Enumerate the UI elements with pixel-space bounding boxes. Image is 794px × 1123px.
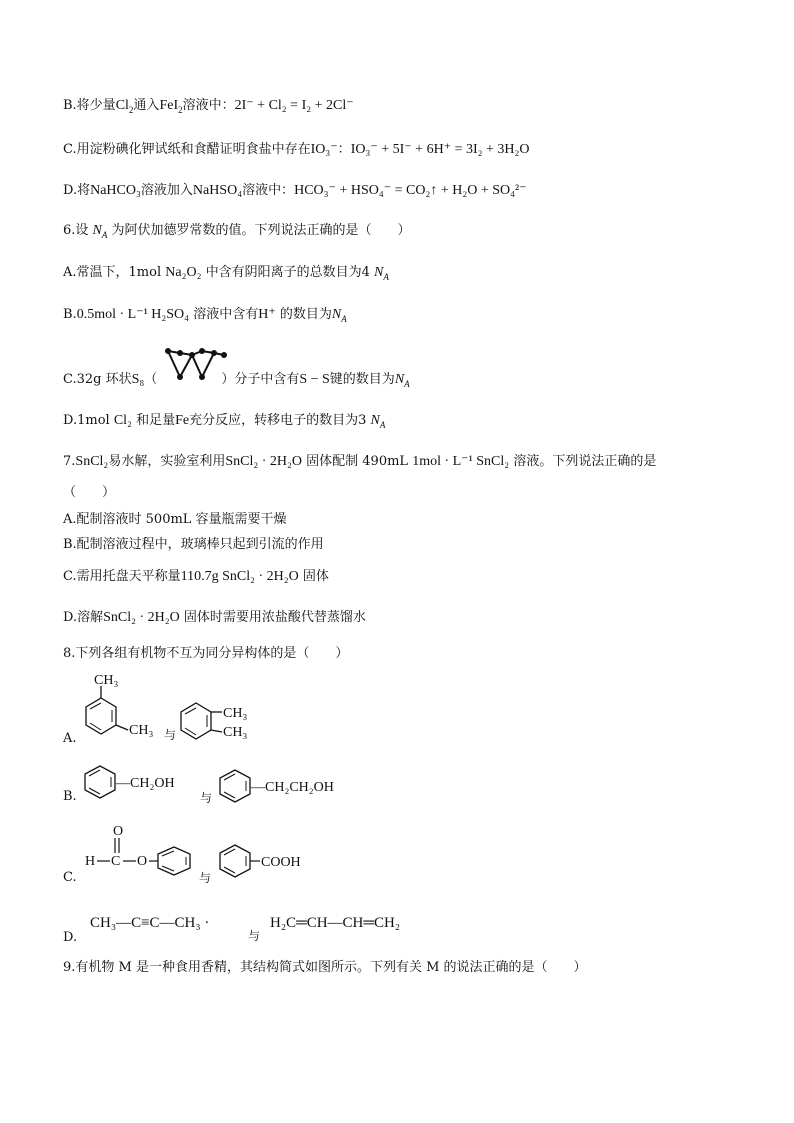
option-6c: C.32g 环状S₈（ ）分子中含有S − S键的数目为$N_A$: [63, 372, 410, 389]
svg-text:—CH₂OH: —CH₂OH: [116, 776, 175, 791]
option-8a-structures: [76, 670, 276, 750]
svg-text:CH₃: CH₃: [94, 673, 119, 688]
option-8b-label: B.: [63, 789, 77, 804]
option-7b: B.配制溶液过程中，玻璃棒只起到引流的作用: [63, 537, 324, 552]
option-8a-label: A.: [63, 731, 77, 746]
option-8d-label: D.: [63, 930, 78, 945]
svg-text:CH₃: CH₃: [129, 723, 154, 738]
question-8-stem: 8.下列各组有机物不互为同分异构体的是（ ）: [63, 646, 349, 661]
option-8b-structures: [82, 760, 382, 810]
option-5b: B.将少量$Cl_2$通入FeI$_2$溶液中：2I⁻ + Cl₂ = I₂ + 2Cl⁻: [63, 98, 354, 115]
svg-text:与: 与: [200, 791, 213, 805]
option-8d-left: CH₃—C≡C—CH₃ ·: [90, 915, 210, 931]
equation: IO₃⁻ + 5I⁻ + 6H⁺ = 3I₂ + 3H₂O: [350, 142, 530, 157]
s8-ring-structure: [162, 343, 232, 385]
question-7-stem: 7.SnCl₂易水解，实验室利用SnCl₂ · 2H₂O 固体配制 490mL 1mol · L⁻¹ SnCl₂ 溶液。下列说法正确的是: [63, 454, 657, 469]
option-5d: D.将NaHCO₃溶液加入NaHSO₄溶液中：HCO₃⁻ + HSO₄⁻ = CO₂↑ + H₂O + SO₄²⁻: [63, 183, 527, 198]
svg-text:—CH₂CH₂OH: —CH₂CH₂OH: [251, 780, 334, 795]
svg-text:COOH: COOH: [261, 855, 301, 870]
question-6-stem: 6.设 $N_A$ 为阿伏加德罗常数的值。下列说法正确的是（ ）: [63, 223, 411, 240]
option-7a: A.配制溶液时 500mL 容量瓶需要干燥: [63, 512, 287, 527]
svg-text:C: C: [111, 854, 121, 869]
option-8d-yu: 与: [248, 929, 261, 943]
option-8c-label: C.: [63, 870, 77, 885]
option-7d: D.溶解SnCl₂ · 2H₂O 固体时需要用浓盐酸代替蒸馏水: [63, 610, 366, 625]
svg-text:CH₃: CH₃: [223, 725, 248, 740]
option-6d: D.1mol Cl₂ 和足量Fe充分反应，转移电子的数目为3 $N_A$: [63, 413, 386, 430]
svg-text:与: 与: [199, 871, 212, 885]
equation: 2I⁻ + Cl₂ = I₂ + 2Cl⁻: [234, 98, 354, 113]
option-6b: B.0.5mol · L⁻¹ H₂SO₄ 溶液中含有H⁺ 的数目为$N_A$: [63, 307, 347, 324]
equation: HCO₃⁻ + HSO₄⁻ = CO₂↑ + H₂O + SO₄²⁻: [294, 183, 527, 198]
question-9-stem: 9.有机物 M 是一种食用香精，其结构简式如图所示。下列有关 M 的说法正确的是（ ）: [63, 960, 587, 975]
option-8d-right: H₂C═CH—CH═CH₂: [270, 915, 401, 931]
svg-text:CH₃: CH₃: [223, 706, 248, 721]
svg-text:H: H: [85, 854, 96, 869]
question-7-paren: （ ）: [63, 485, 116, 500]
option-5c: C.用淀粉碘化钾试纸和食醋证明食盐中存在IO₃⁻：IO₃⁻ + 5I⁻ + 6H⁺ = 3I₂ + 3H₂O: [63, 142, 530, 157]
svg-text:O: O: [113, 824, 124, 839]
option-7c: C.需用托盘天平称量110.7g SnCl₂ · 2H₂O 固体: [63, 569, 329, 584]
option-6a: A.常温下，1mol Na₂O₂ 中含有阴阳离子的总数目为4 $N_A$: [63, 265, 389, 282]
svg-text:与: 与: [164, 728, 177, 742]
svg-text:O: O: [137, 854, 148, 869]
option-8c-structures: [82, 820, 342, 890]
